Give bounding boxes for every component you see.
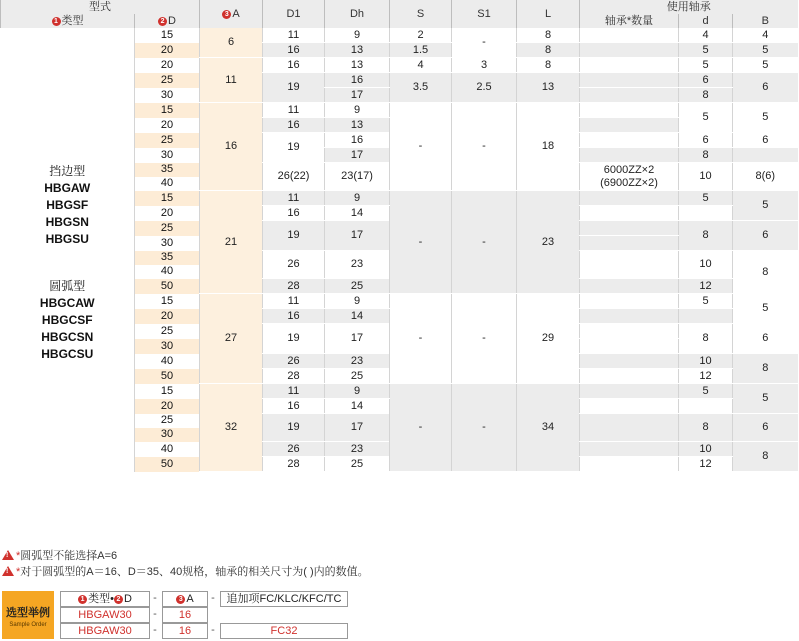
d1-cell: 19	[263, 221, 325, 251]
bearin-cell	[580, 279, 679, 294]
s-cell: -	[390, 103, 452, 191]
d-cell: 10	[679, 163, 733, 191]
l-cell: 8	[517, 43, 580, 58]
dh-cell: 16	[325, 133, 390, 148]
note-1: !*圆弧型不能选择A=6	[2, 548, 369, 564]
a-cell: 27	[200, 294, 263, 384]
order-type-d-label: 1 类型• 2 D	[60, 591, 150, 607]
s1-cell: 3	[452, 58, 517, 73]
d1-cell: 28	[263, 369, 325, 384]
notes	[2, 548, 369, 580]
header-dh: Dh	[325, 0, 390, 28]
diameter-cell: 50	[135, 279, 200, 294]
diameter-cell: 40	[135, 177, 200, 191]
d-cell: 5	[679, 294, 733, 309]
diameter-cell: 15	[135, 384, 200, 399]
bearin-cell	[580, 339, 679, 354]
d1-cell: 16	[263, 309, 325, 324]
header-diameter: 2 D	[135, 14, 200, 28]
s-cell: -	[390, 191, 452, 294]
diameter-cell: 30	[135, 236, 200, 251]
diameter-cell: 50	[135, 457, 200, 472]
d-cell: 5	[679, 43, 733, 58]
d1-cell: 11	[263, 294, 325, 309]
type-label: 挡边型	[49, 164, 86, 178]
b-cell: 4	[733, 28, 798, 43]
dh-cell: 14	[325, 309, 390, 324]
dh-cell: 9	[325, 384, 390, 399]
dh-cell: 13	[325, 58, 390, 73]
warning-icon	[2, 566, 14, 576]
d1-cell: 19	[263, 73, 325, 103]
b-cell: 8	[733, 442, 798, 472]
s1-cell: 2.5	[452, 73, 517, 103]
note-2: !*对于圆弧型的A＝16、D＝35、40规格，轴承的相关尺寸为( )内的数值。	[2, 564, 369, 580]
b-cell: 8(6)	[733, 163, 798, 191]
b-cell: 6	[733, 414, 798, 442]
diameter-cell: 15	[135, 294, 200, 309]
header-s: S	[390, 0, 452, 28]
bearin-cell	[580, 206, 679, 221]
type-label: HBGCSN	[41, 330, 94, 344]
bearin-cell	[580, 324, 679, 339]
a-cell: 6	[200, 28, 263, 58]
diameter-cell: 30	[135, 339, 200, 354]
d1-cell: 19	[263, 324, 325, 354]
d1-cell: 19	[263, 133, 325, 163]
diameter-cell: 50	[135, 369, 200, 384]
s1-cell: -	[452, 191, 517, 294]
d1-cell: 16	[263, 58, 325, 73]
dh-cell: 25	[325, 279, 390, 294]
bearin-cell	[580, 43, 679, 58]
bearin-cell	[580, 399, 679, 414]
header-d1: D1	[263, 0, 325, 28]
b-cell: 6	[733, 324, 798, 354]
d1-cell: 28	[263, 279, 325, 294]
diameter-cell: 25	[135, 324, 200, 339]
d-cell: 6	[679, 73, 733, 88]
d1-cell: 16	[263, 206, 325, 221]
b-cell: 8	[733, 354, 798, 384]
bearin-cell	[580, 236, 679, 251]
dh-cell: 9	[325, 191, 390, 206]
d-cell: 8	[679, 324, 733, 354]
diameter-cell: 40	[135, 442, 200, 457]
bearin-cell	[580, 221, 679, 236]
bearin-cell	[580, 103, 679, 118]
s1-cell: -	[452, 294, 517, 384]
diameter-cell: 15	[135, 191, 200, 206]
b-cell: 5	[733, 58, 798, 73]
d1-cell: 11	[263, 191, 325, 206]
type-label: HBGSN	[45, 215, 89, 229]
bearin-cell	[580, 457, 679, 472]
d-cell: 8	[679, 414, 733, 442]
bearin-cell	[580, 191, 679, 206]
diameter-cell: 20	[135, 206, 200, 221]
a-cell: 16	[200, 103, 263, 191]
s-cell: 3.5	[390, 73, 452, 103]
d1-cell: 11	[263, 28, 325, 43]
s-cell: -	[390, 294, 452, 384]
d1-cell: 28	[263, 457, 325, 472]
bearin-cell	[580, 354, 679, 369]
bearin-cell	[580, 384, 679, 399]
header-s1: S1	[452, 0, 517, 28]
type-column	[1, 28, 135, 472]
d-cell: 6	[679, 133, 733, 148]
b-cell: 8	[733, 251, 798, 294]
s1-cell: -	[452, 103, 517, 191]
diameter-cell: 30	[135, 88, 200, 103]
s-cell: 2	[390, 28, 452, 43]
d-cell: 10	[679, 442, 733, 457]
sample-order-badge: 选型举例 Sample Order	[2, 591, 54, 639]
bearin-cell	[580, 251, 679, 279]
l-cell: 8	[517, 58, 580, 73]
d1-cell: 11	[263, 103, 325, 118]
bearin-cell	[580, 148, 679, 163]
diameter-cell: 20	[135, 309, 200, 324]
bearin-cell	[580, 88, 679, 103]
type-label: HBGSU	[45, 232, 89, 246]
empty-cell	[679, 206, 733, 221]
diameter-cell: 20	[135, 118, 200, 133]
diameter-cell: 25	[135, 73, 200, 88]
s1-cell: -	[452, 384, 517, 472]
type-label: HBGSF	[46, 198, 89, 212]
bearin-cell	[580, 294, 679, 309]
diameter-cell: 15	[135, 28, 200, 43]
d-cell: 8	[679, 148, 733, 163]
diameter-cell: 40	[135, 354, 200, 369]
diameter-cell: 35	[135, 251, 200, 265]
d1-cell: 11	[263, 384, 325, 399]
b-cell: 6	[733, 73, 798, 103]
l-cell: 29	[517, 294, 580, 384]
order-option-label: 追加项FC/KLC/KFC/TC	[220, 591, 348, 607]
d1-cell: 19	[263, 414, 325, 442]
empty-cell	[733, 148, 798, 163]
b-cell: 5	[733, 103, 798, 133]
diameter-cell: 20	[135, 58, 200, 73]
l-cell: 8	[517, 28, 580, 43]
b-cell: 5	[733, 191, 798, 221]
type-label: HBGAW	[44, 181, 91, 195]
dh-cell: 17	[325, 414, 390, 442]
dh-cell: 17	[325, 88, 390, 103]
d-cell: 10	[679, 354, 733, 369]
diameter-cell: 30	[135, 148, 200, 163]
warning-icon	[2, 550, 14, 560]
dh-cell: 25	[325, 369, 390, 384]
type-label: 圆弧型	[49, 279, 86, 293]
header-bearing-b: B	[733, 14, 798, 28]
header-type: 1 类型	[1, 14, 135, 28]
d1-cell: 26	[263, 354, 325, 369]
circled-2-icon: 2	[158, 17, 167, 26]
dh-cell: 13	[325, 43, 390, 58]
dh-cell: 23	[325, 251, 390, 279]
dh-cell: 9	[325, 28, 390, 43]
circled-3-icon: 3	[222, 10, 231, 19]
empty-cell	[679, 399, 733, 414]
d-cell: 8	[679, 221, 733, 251]
bearin-cell	[580, 369, 679, 384]
s-cell: 4	[390, 58, 452, 73]
type-label: HBGCSF	[41, 313, 93, 327]
b-cell: 5	[733, 384, 798, 414]
s-cell: -	[390, 384, 452, 472]
dh-cell: 23(17)	[325, 163, 390, 191]
dh-cell: 16	[325, 73, 390, 88]
d-cell: 5	[679, 384, 733, 399]
type-label: HBGCAW	[39, 296, 95, 310]
dh-cell: 14	[325, 399, 390, 414]
dh-cell: 13	[325, 118, 390, 133]
spec-sheet: 型式 3 A D1 Dh S S1 L 使用轴承 1 类型 2 D 轴承*数量 d B 挡边型 HBGAW HBGSF HBGSN HBGSU 圆弧型 HBGCAW HBGCSF HBGCSN HBGCSU 15 6 11 9 2 - 8 4 4 20 16 13 1.5 8 5 5 20 11 16 13 4 3 8 5 5 25 19 16 3.5 2.5 13 6 6 30 17 8 15 16 11 9 - - 18 5 5 20 16 13 25 19 16 6 6 30 17 8 35 26(22) 23(17) 6000ZZ×2 (6900ZZ×2) 10 8(6) 40 15 21 11 9 - - 23 5 5 20 16 14 25 19 17 8 6 30 35 26 23 10 8 40 50 28 25 12 15 27 11 9 - - 29 5 5 20 16 14 25 19 17 8 6 30 40 26 23 10 8 50 28 25 12 15 32 11 9 - - 34 5 5 20 16 14 25 19 17 8 6 30 40 26 23 10 8 50 28 25 12 !*圆弧型不能选择A=6 !*对于圆弧型的A＝16、D＝35、40规格，轴承的相关尺寸为( )内的数值。 选型举例 Sample Order 1 类型• 2 D - 3 A - 追加项FC/KLC/KFC/TC HBGAW30 - 16 HBGAW30 - 16 - FC32	[0, 0, 799, 641]
dh-cell: 17	[325, 148, 390, 163]
a-cell: 11	[200, 58, 263, 103]
d1-cell: 16	[263, 399, 325, 414]
d1-cell: 26(22)	[263, 163, 325, 191]
d-cell: 5	[679, 103, 733, 133]
diameter-cell: 25	[135, 221, 200, 236]
bearin-cell	[580, 28, 679, 43]
s-cell: 1.5	[390, 43, 452, 58]
d-cell: 12	[679, 369, 733, 384]
type-label	[1, 248, 135, 278]
d-cell: 8	[679, 88, 733, 103]
l-cell: 23	[517, 191, 580, 294]
header-a: 3 A	[200, 0, 263, 28]
l-cell: 18	[517, 103, 580, 191]
dh-cell: 23	[325, 354, 390, 369]
dh-cell: 9	[325, 103, 390, 118]
d-cell: 12	[679, 457, 733, 472]
b-cell: 6	[733, 221, 798, 251]
l-cell: 34	[517, 384, 580, 472]
header-bearing-d: d	[679, 14, 733, 28]
circled-1-icon: 1	[52, 17, 61, 26]
d-cell: 12	[679, 279, 733, 294]
diameter-cell: 35	[135, 163, 200, 177]
b-cell: 6	[733, 133, 798, 148]
d1-cell: 26	[263, 251, 325, 279]
a-cell: 21	[200, 191, 263, 294]
bearin-cell	[580, 58, 679, 73]
type-label: HBGCSU	[41, 347, 94, 361]
bearin-cell	[580, 118, 679, 133]
d1-cell: 26	[263, 442, 325, 457]
table-row	[1, 28, 798, 43]
diameter-cell: 40	[135, 265, 200, 279]
bearing-cell: 6000ZZ×2 (6900ZZ×2)	[580, 163, 679, 191]
b-cell: 5	[733, 43, 798, 58]
header-bearing-qty: 轴承*数量	[580, 14, 679, 28]
d-cell: 5	[679, 191, 733, 206]
diameter-cell: 15	[135, 103, 200, 118]
a-cell: 32	[200, 384, 263, 472]
header-bearing: 使用轴承	[580, 0, 798, 14]
bearin-cell	[580, 133, 679, 148]
bearin-cell	[580, 309, 679, 324]
dh-cell: 23	[325, 442, 390, 457]
diameter-cell: 20	[135, 399, 200, 414]
bearin-cell	[580, 442, 679, 457]
order-a-label: 3 A	[162, 591, 208, 607]
d-cell: 10	[679, 251, 733, 279]
header-model: 型式	[1, 0, 200, 14]
dh-cell: 25	[325, 457, 390, 472]
dh-cell: 14	[325, 206, 390, 221]
diameter-cell: 25	[135, 414, 200, 428]
bearin-cell	[580, 414, 679, 442]
empty-cell	[679, 309, 733, 324]
l-cell: 13	[517, 73, 580, 103]
dh-cell: 9	[325, 294, 390, 309]
bearin-cell	[580, 73, 679, 88]
d-cell: 4	[679, 28, 733, 43]
d1-cell: 16	[263, 43, 325, 58]
dh-cell: 17	[325, 324, 390, 354]
b-cell: 5	[733, 294, 798, 324]
diameter-cell: 20	[135, 43, 200, 58]
s1-cell: -	[452, 28, 517, 58]
dh-cell: 17	[325, 221, 390, 251]
diameter-cell: 30	[135, 428, 200, 442]
d-cell: 5	[679, 58, 733, 73]
diameter-cell: 25	[135, 133, 200, 148]
header-l: L	[517, 0, 580, 28]
d1-cell: 16	[263, 118, 325, 133]
